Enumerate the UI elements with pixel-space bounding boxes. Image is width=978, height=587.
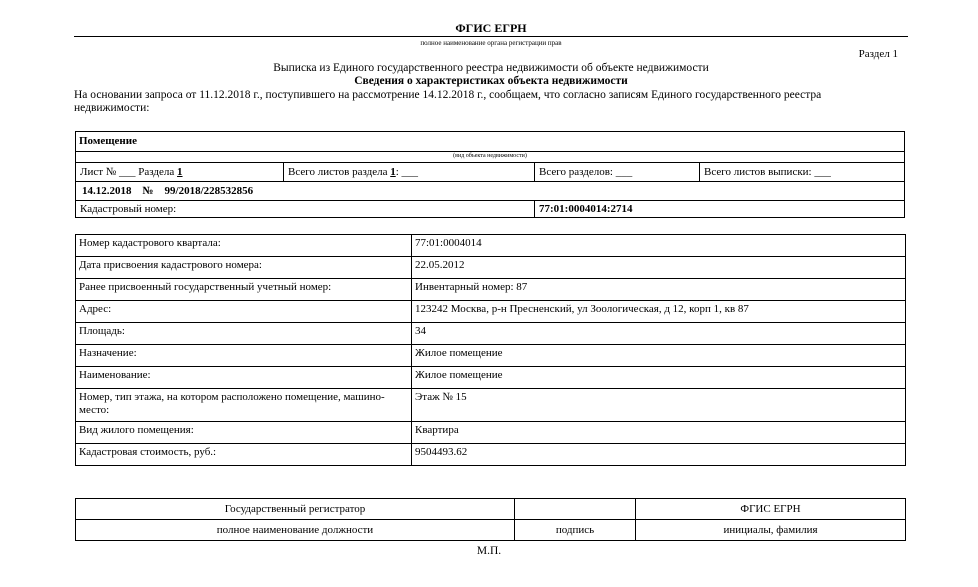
row-label: Адрес: [76, 301, 412, 323]
section-label: Раздел 1 [858, 48, 898, 60]
row-value: 34 [412, 323, 906, 345]
total-sheets-section-no: 1 [390, 166, 396, 178]
total-sheets-section-suffix: : ___ [395, 166, 419, 178]
row-value: Этаж № 15 [412, 389, 906, 422]
total-sheets-section [283, 163, 535, 181]
signature-captions-row [76, 520, 906, 541]
document-title: Выписка из Единого государственного реестра недвижимости об объекте недвижимости [273, 62, 709, 74]
sheet-info-row [76, 163, 904, 181]
object-kind-underline [76, 151, 904, 152]
org-caption: полное наименование органа регистрации прав [420, 39, 562, 47]
signature-caption: подпись [515, 520, 636, 541]
row-label: Номер, тип этажа, на котором расположено помещение, машино-место: [76, 389, 412, 422]
cadastral-number-row [76, 201, 904, 218]
stamp-place: М.П. [476, 545, 502, 557]
registrar-name: ФГИС ЕГРН [636, 499, 906, 520]
cadastral-number-label: Кадастровый номер: [80, 203, 177, 215]
row-label: Кадастровая стоимость, руб.: [76, 444, 412, 466]
row-value: 123242 Москва, р-н Пресненский, ул Зоологическая, д 12, корп 1, кв 87 [412, 301, 906, 323]
row-label: Вид жилого помещения: [76, 422, 412, 444]
table-row [76, 279, 906, 301]
position-caption: полное наименование должности [76, 520, 515, 541]
registrar-position: Государственный регистратор [76, 499, 515, 520]
row-label: Номер кадастрового квартала: [76, 235, 412, 257]
table-row [76, 345, 906, 367]
table-row [76, 257, 906, 279]
table-row [76, 389, 906, 422]
row-value: 22.05.2012 [412, 257, 906, 279]
name-caption: инициалы, фамилия [636, 520, 906, 541]
sheet-section-no: 1 [177, 166, 183, 178]
total-sheets-section-label: Всего листов раздела [288, 166, 388, 178]
total-sheets-extract: Всего листов выписки: ___ [699, 163, 905, 181]
signature-field [515, 499, 636, 520]
cadastral-number-value: 77:01:0004014:2714 [534, 201, 905, 218]
intro-paragraph: На основании запроса от 11.12.2018 г., поступившего на рассмотрение 14.12.2018 г., сообщаем, что согласно записям Единого государственного реестра недвижимости: [74, 89, 822, 114]
org-name: ФГИС ЕГРН [455, 21, 527, 35]
sheet-label: Лист № ___ Раздела [80, 166, 175, 178]
org-underline [74, 36, 908, 37]
row-label: Площадь: [76, 323, 412, 345]
row-value: Жилое помещение [412, 367, 906, 389]
signature-values-row [76, 499, 906, 520]
row-value: 77:01:0004014 [412, 235, 906, 257]
object-kind-caption: (вид объекта недвижимости) [453, 153, 527, 159]
table-row [76, 422, 906, 444]
row-label: Назначение: [76, 345, 412, 367]
sheet-number [76, 163, 284, 181]
table-row [76, 301, 906, 323]
extract-date-number: 14.12.2018 № 99/2018/228532856 [82, 185, 254, 197]
object-kind: Помещение [79, 135, 137, 147]
row-label: Ранее присвоенный государственный учетный номер: [76, 279, 412, 301]
table-row [76, 323, 906, 345]
table-row [76, 444, 906, 466]
total-sections: Всего разделов: ___ [534, 163, 700, 181]
row-value: Жилое помещение [412, 345, 906, 367]
object-header-box [75, 131, 905, 218]
document-subtitle: Сведения о характеристиках объекта недвижимости [354, 75, 628, 87]
row-value: Квартира [412, 422, 906, 444]
table-row [76, 367, 906, 389]
row-value: Инвентарный номер: 87 [412, 279, 906, 301]
row-label: Дата присвоения кадастрового номера: [76, 257, 412, 279]
signature-table [75, 498, 906, 541]
row-value: 9504493.62 [412, 444, 906, 466]
row-label: Наименование: [76, 367, 412, 389]
table-row [76, 235, 906, 257]
characteristics-table [75, 234, 906, 466]
